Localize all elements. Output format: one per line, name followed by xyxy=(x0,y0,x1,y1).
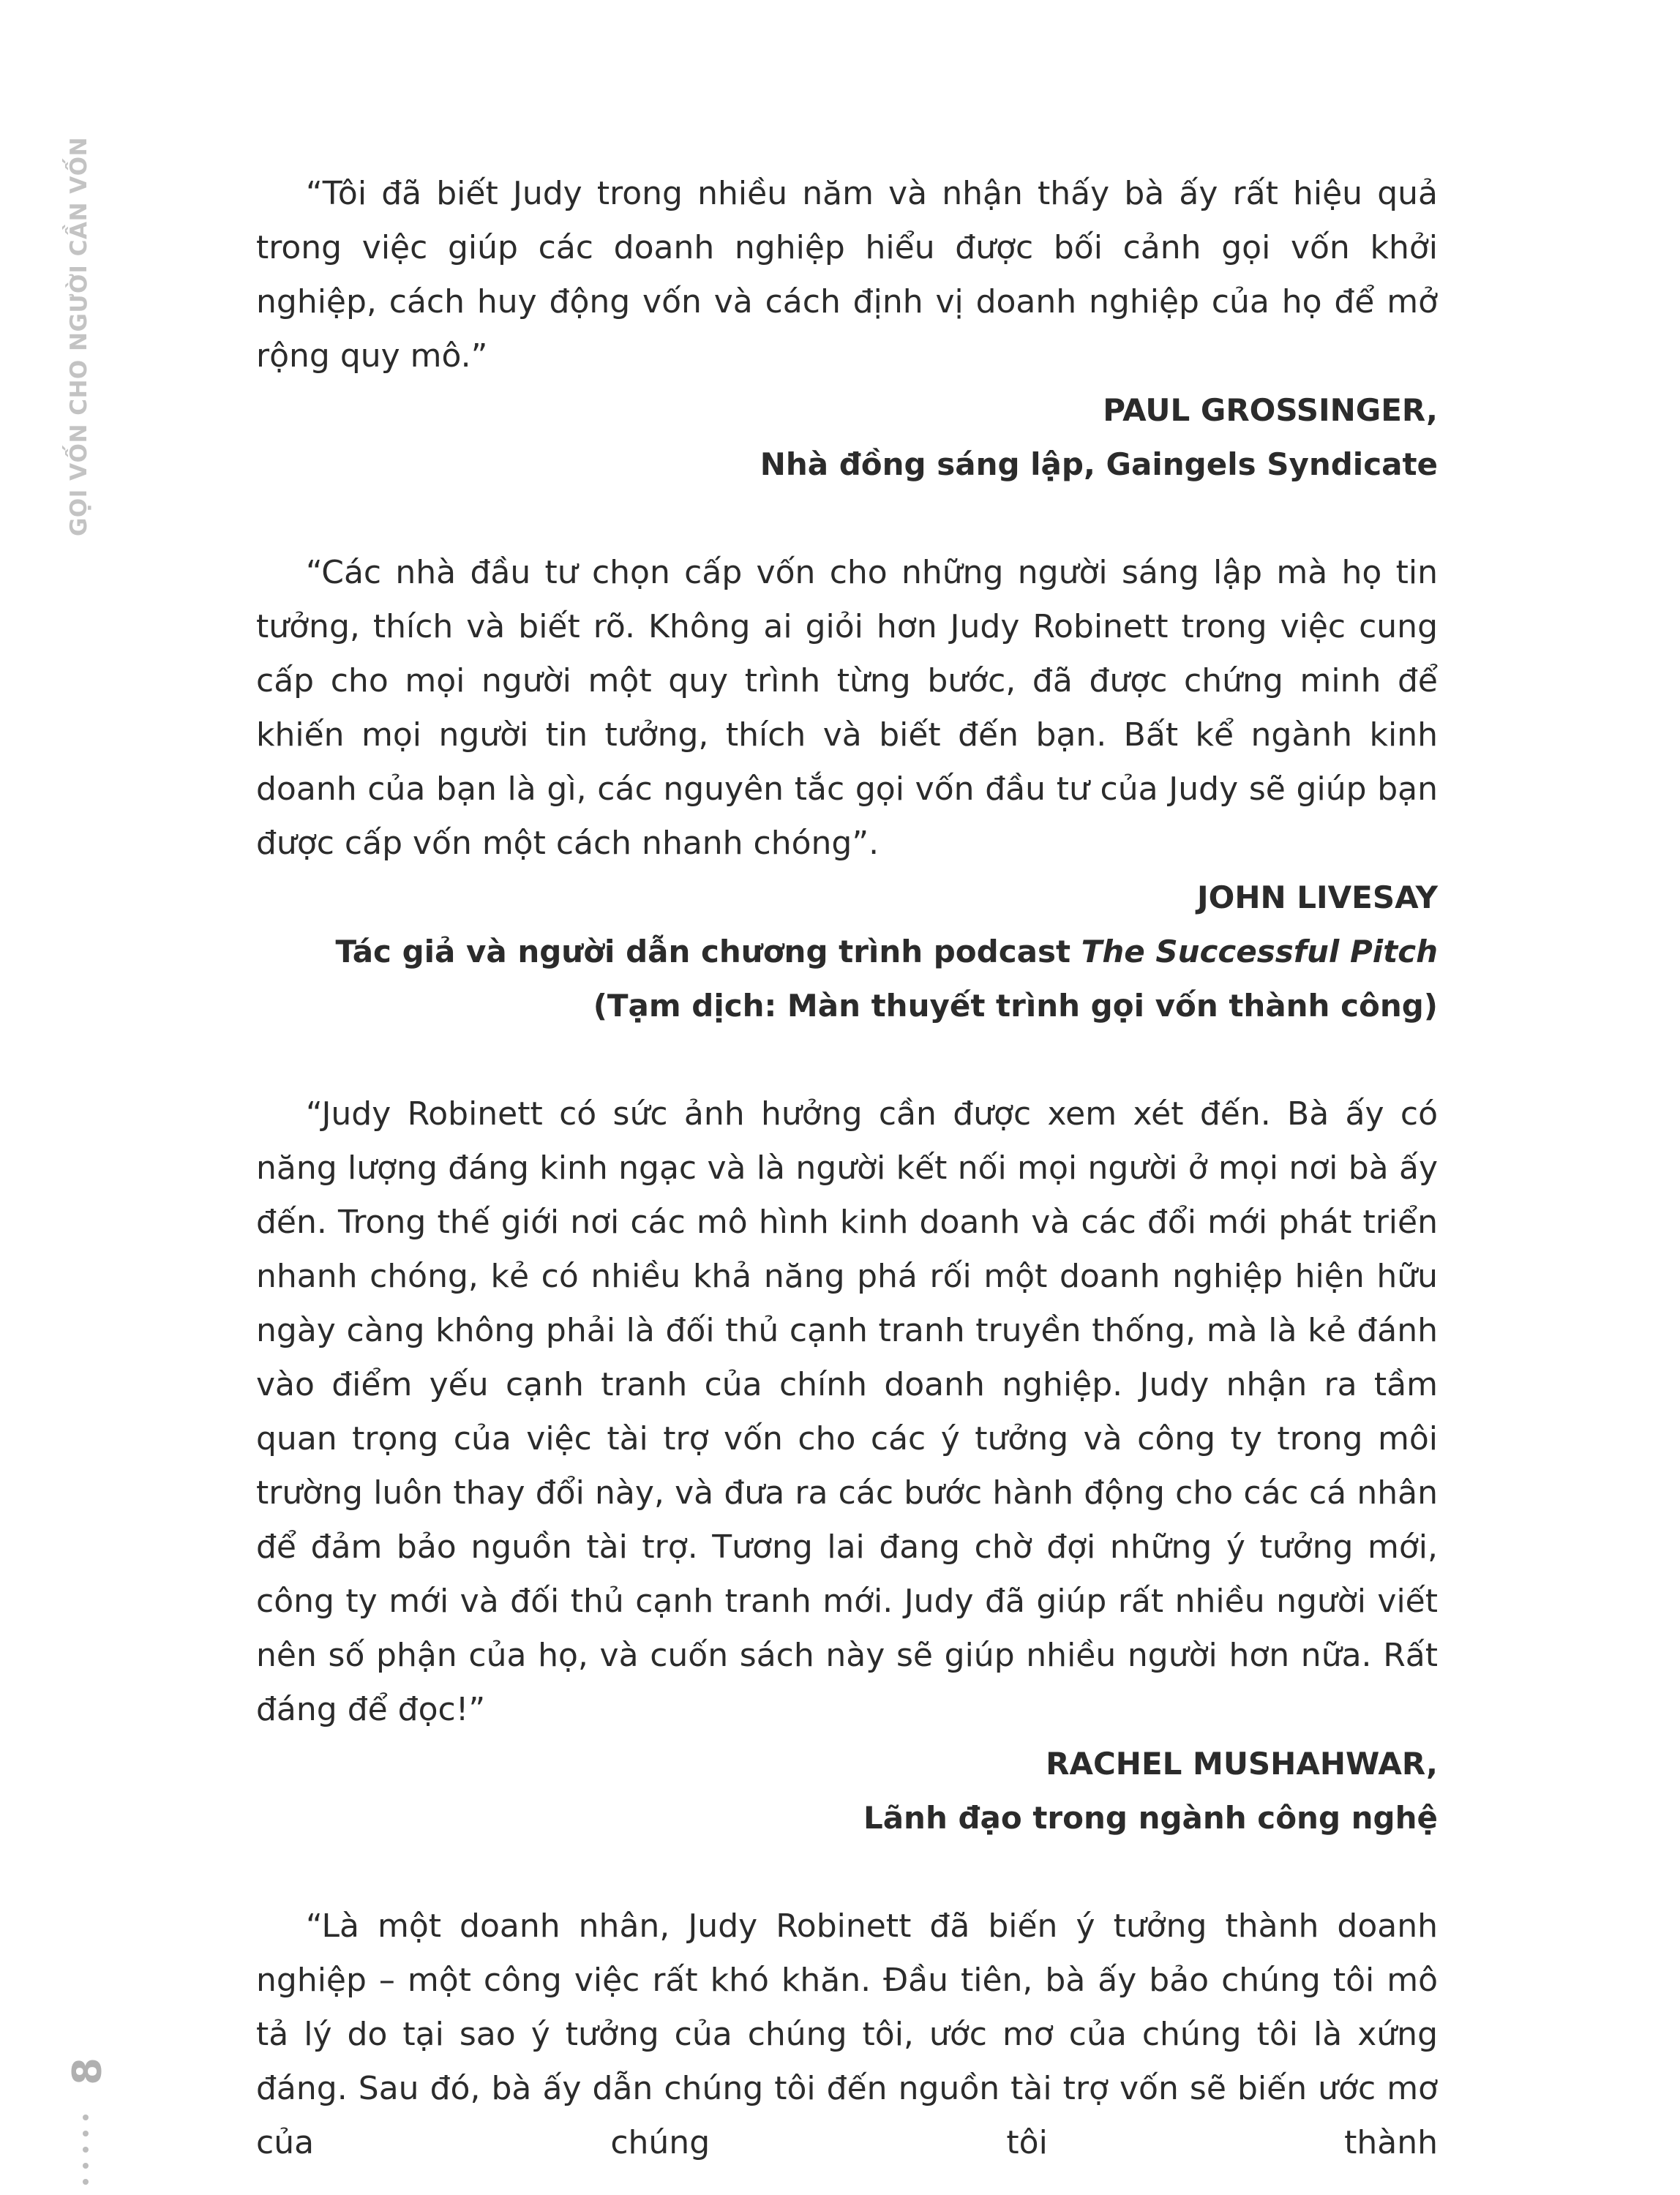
attribution-name: JOHN LIVESAY xyxy=(1197,879,1438,915)
attribution-role: Lãnh đạo trong ngành công nghệ xyxy=(863,1800,1438,1836)
testimonial-quote-2: “Các nhà đầu tư chọn cấp vốn cho những người sáng lập mà họ tin tưởng, thích và biết rõ. Không ai giỏi hơn Judy Robinett trong việc cung cấp cho mọi người một quy trình từng bước, đã được chứng minh để khiến mọi người tin tưởng, thích và biết đến bạn. Bất kể ngành kinh doanh của bạn là gì, các nguyên tắc gọi vốn đầu tư của Judy sẽ giúp bạn được cấp vốn một cách nhanh chóng”. xyxy=(256,554,1438,862)
attribution-name: RACHEL MUSHAHWAR, xyxy=(1046,1746,1438,1782)
attribution-role: Nhà đồng sáng lập, Gaingels Syndicate xyxy=(760,446,1438,482)
testimonial-attribution-2 xyxy=(256,871,1438,1033)
testimonial-quote-1: “Tôi đã biết Judy trong nhiều năm và nhận thấy bà ấy rất hiệu quả trong việc giúp các doanh nghiệp hiểu được bối cảnh gọi vốn khởi nghiệp, cách huy động vốn và cách định vị doanh nghiệp của họ để mở rộng quy mô.” xyxy=(256,175,1438,375)
attribution-role xyxy=(256,925,1438,979)
attribution-translation: (Tạm dịch: Màn thuyết trình gọi vốn thành công) xyxy=(593,988,1438,1024)
page-number xyxy=(54,2038,120,2104)
running-head-text: GỌI VỐN CHO NGƯỜI CẦN VỐN xyxy=(66,136,92,537)
podcast-title: The Successful Pitch xyxy=(1081,934,1438,969)
attribution-role-prefix: Tác giả và người dẫn chương trình podcast xyxy=(335,934,1071,969)
page-content xyxy=(256,167,1438,2170)
running-head xyxy=(53,95,105,578)
testimonial-quote-4: “Là một doanh nhân, Judy Robinett đã biến ý tưởng thành doanh nghiệp – một công việc rất khó khăn. Đầu tiên, bà ấy bảo chúng tôi mô tả lý do tại sao ý tưởng của chúng tôi, ước mơ của chúng tôi là xứng đáng. Sau đó, bà ấy dẫn chúng tôi đến nguồn tài trợ vốn sẽ biến ước mơ của chúng tôi thành xyxy=(256,1907,1438,2161)
page-number-text: 8 xyxy=(64,2057,110,2085)
testimonial-attribution-1 xyxy=(256,383,1438,492)
testimonial-quote-3: “Judy Robinett có sức ảnh hưởng cần được xem xét đến. Bà ấy có năng lượng đáng kinh ngạc và là người kết nối mọi người ở mọi nơi bà ấy đến. Trong thế giới nơi các mô hình kinh doanh và các đổi mới phát triển nhanh chóng, kẻ có nhiều khả năng phá rối một doanh nghiệp hiện hữu ngày càng không phải là đối thủ cạnh tranh truyền thống, mà là kẻ đánh vào điểm yếu cạnh tranh của chính doanh nghiệp. Judy nhận ra tầm quan trọng của việc tài trợ vốn cho các ý tưởng và công ty trong môi trường luôn thay đổi này, và đưa ra các bước hành động cho các cá nhân để đảm bảo nguồn tài trợ. Tương lai đang chờ đợi những ý tưởng mới, công ty mới và đối thủ cạnh tranh mới. Judy đã giúp rất nhiều người viết nên số phận của họ, và cuốn sách này sẽ giúp nhiều người hơn nữa. Rất đáng để đọc!” xyxy=(256,1095,1438,1728)
testimonial-attribution-3 xyxy=(256,1737,1438,1845)
attribution-name: PAUL GROSSINGER, xyxy=(1103,392,1438,428)
page-number-dots xyxy=(83,2115,90,2195)
